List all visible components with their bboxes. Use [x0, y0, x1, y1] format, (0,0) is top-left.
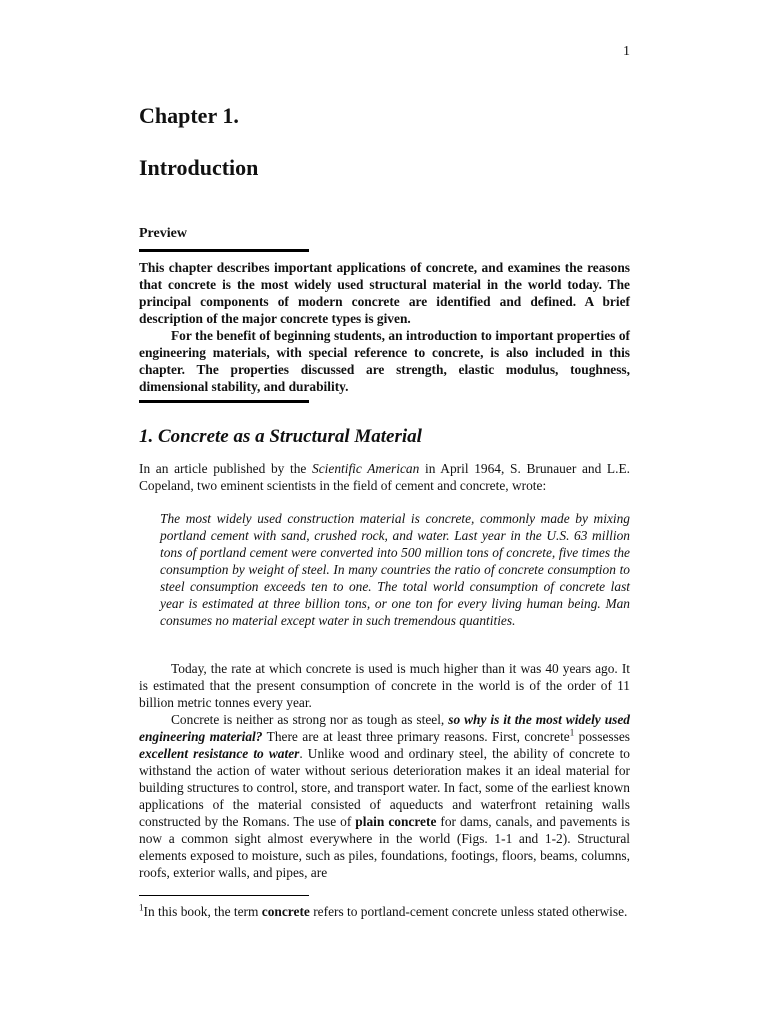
preview-top-rule	[139, 249, 309, 252]
reasons-text-b: There are at least three primary reasons. First, concrete	[262, 729, 570, 744]
reasons-paragraph	[139, 711, 630, 881]
preview-paragraph-1: This chapter describes important applications of concrete, and examines the reasons that concrete is the most widely used structural material in the world today. The principal components of modern concrete are identified and defined. A brief description of the major concrete types is given.	[139, 260, 630, 326]
reasons-text-e: for dams, canals, and pavements is now a common sight almost everywhere in the world (Figs. 1-1 and 1-2). Structural elements exposed to moisture, such as piles, foundations, footings, floors, beams, columns, roofs, exterior walls, and pipes, are	[139, 814, 630, 880]
footnote-mark: 1	[139, 902, 144, 913]
intro-paragraph	[139, 460, 630, 494]
reasons-emphasis: excellent resistance to water	[139, 746, 300, 761]
footnote-term: concrete	[261, 904, 310, 919]
footnote-rule	[139, 895, 309, 896]
plain-concrete-term: plain concrete	[355, 814, 437, 829]
today-paragraph: Today, the rate at which concrete is used is much higher than it was 40 years ago. It is estimated that the present consumption of concrete in the world is of the order of 11 billion metric tonnes every year.	[139, 661, 630, 710]
chapter-name: Introduction	[139, 155, 259, 180]
footnote	[139, 903, 630, 920]
block-quote: The most widely used construction material is concrete, commonly made by mixing portland cement with sand, crushed rock, and water. Last year in the U.S. 63 million tons of portland cement were converted into 500 million tons of concrete, five times the consumption by weight of steel. In many countries the ratio of concrete consumption to steel consumption exceeds ten to one. The total world consumption of concrete last year is estimated at three billion tons, or one ton for every living human being. Man consumes no material except water in such tremendous quantities.	[160, 511, 630, 628]
reasons-text-a: Concrete is neither as strong nor as tough as steel,	[171, 712, 449, 727]
journal-name: Scientific American	[312, 461, 420, 476]
intro-text-b: in April 1964, S. Brunauer and L.E. Copeland, two eminent scientists in the field of cement and concrete, wrote:	[139, 461, 630, 493]
intro-text-a: In an article published by the	[139, 461, 313, 476]
preview-box	[139, 259, 630, 395]
preview-bottom-rule	[139, 400, 309, 403]
reasons-text-d: . Unlike wood and ordinary steel, the ability of concrete to withstand the action of water without serious deterioration makes it an ideal material for building structures to control, store, and transport water. In fact, some of the earliest known applications of the material consisted of aqueducts and waterfront retaining walls constructed by the Romans. The use of	[139, 746, 630, 829]
reasons-text-c: possesses	[574, 729, 630, 744]
page-number: 1	[623, 44, 630, 59]
section-heading: 1. Concrete as a Structural Material	[139, 426, 422, 447]
footnote-ref[interactable]: 1	[569, 727, 575, 738]
preview-paragraph-2: For the benefit of beginning students, an introduction to important properties of engineering materials, with special reference to concrete, is also included in this chapter. The properties discussed are strength, elastic modulus, toughness, dimensional stability, and durability.	[139, 328, 630, 394]
reasons-question: so why is it the most widely used engineering material?	[139, 712, 630, 744]
footnote-text-a: In this book, the term	[143, 904, 262, 919]
body-paragraphs	[139, 660, 630, 881]
footnote-text-b: refers to portland-cement concrete unless stated otherwise.	[309, 904, 628, 919]
preview-label: Preview	[139, 226, 187, 241]
chapter-title: Chapter 1.	[139, 103, 239, 128]
